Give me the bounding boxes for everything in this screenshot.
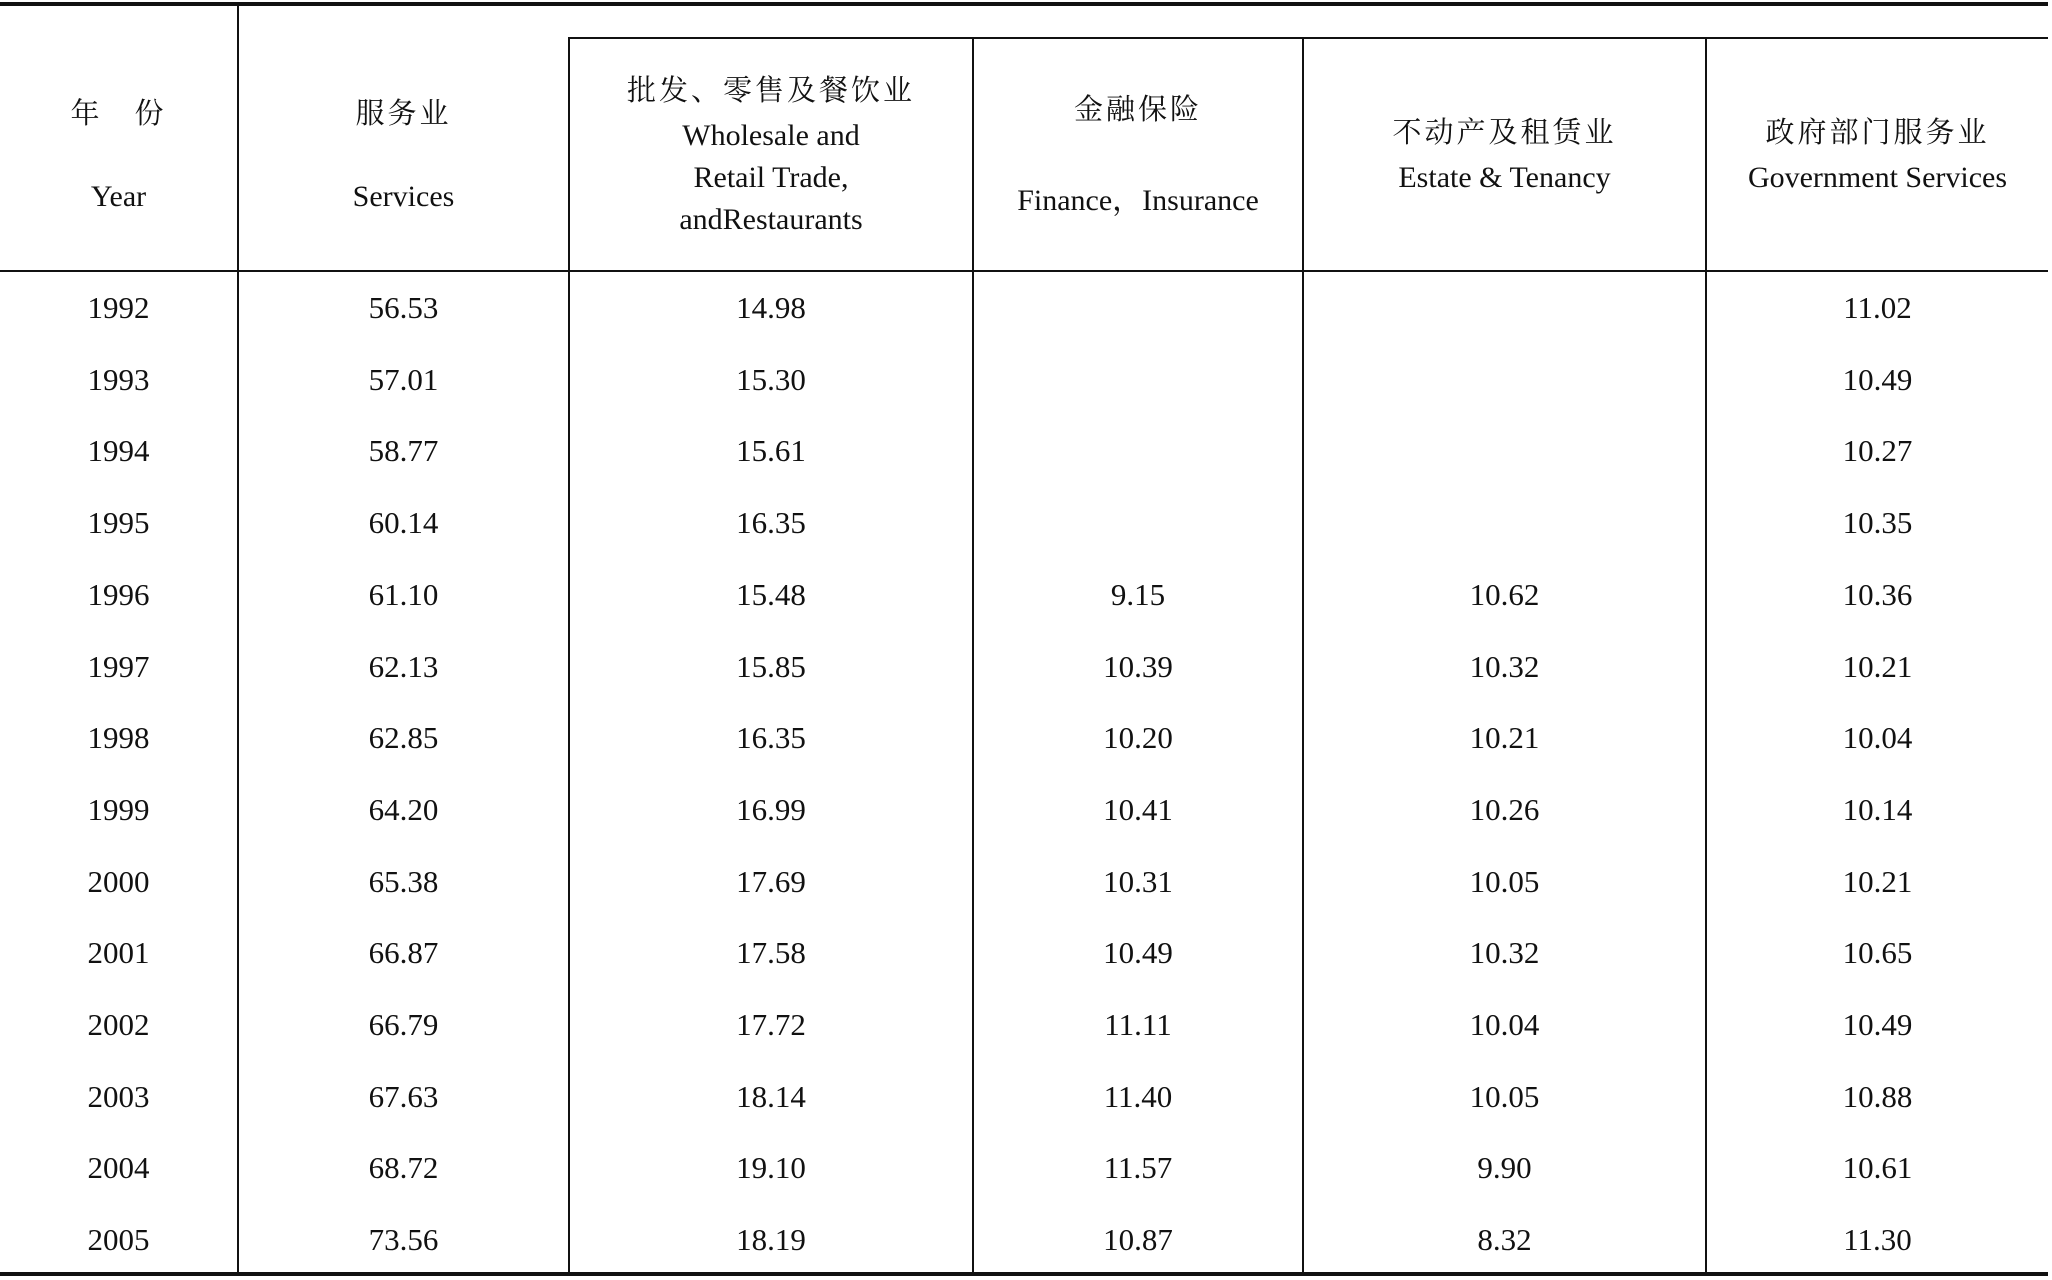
cell-government: 10.21 — [1842, 648, 1913, 684]
table-row — [0, 1132, 2048, 1204]
cell-wholesale: 15.85 — [736, 648, 806, 684]
cell-year: 1997 — [87, 648, 150, 684]
subheader-rule — [568, 37, 2048, 39]
cell-estate: 9.90 — [1477, 1150, 1532, 1186]
cell-wholesale: 17.58 — [736, 935, 806, 971]
cell-wholesale: 16.99 — [736, 791, 806, 827]
table-row — [0, 631, 2048, 703]
table-row — [0, 344, 2048, 416]
cell-year: 2005 — [87, 1222, 150, 1258]
cell-services: 67.63 — [368, 1078, 439, 1114]
header-services — [239, 40, 568, 270]
header-finance-zh: 金融保险 — [1073, 92, 1202, 126]
cell-services: 64.20 — [368, 791, 439, 827]
cell-wholesale: 15.48 — [736, 576, 806, 612]
cell-year: 1999 — [87, 791, 150, 827]
table-row — [0, 1061, 2048, 1133]
cell-services: 66.79 — [368, 1007, 439, 1042]
cell-services: 62.13 — [368, 648, 439, 684]
cell-wholesale: 18.14 — [736, 1078, 806, 1114]
header-wholesale — [570, 40, 972, 270]
cell-estate: 10.21 — [1469, 720, 1540, 756]
cell-government: 10.49 — [1842, 1007, 1913, 1042]
cell-services: 68.72 — [368, 1150, 439, 1186]
cell-finance: 11.40 — [1103, 1078, 1173, 1114]
cell-wholesale: 17.72 — [736, 1007, 806, 1042]
cell-services: 56.53 — [368, 290, 439, 325]
cell-services: 73.56 — [368, 1222, 439, 1258]
cell-government: 10.49 — [1842, 361, 1913, 397]
header-wholesale-zh: 批发、零售及餐饮业 — [626, 73, 915, 107]
header-wholesale-en-3: andRestaurants — [679, 203, 863, 236]
header-estate-en: Estate & Tenancy — [1398, 161, 1611, 194]
cell-wholesale: 15.61 — [736, 433, 806, 469]
cell-finance — [974, 344, 1302, 416]
cell-year: 2002 — [87, 1007, 150, 1042]
table-row — [0, 702, 2048, 774]
cell-government: 11.30 — [1843, 1222, 1912, 1258]
cell-finance — [974, 272, 1302, 344]
cell-finance: 10.20 — [1103, 720, 1173, 756]
cell-services: 60.14 — [368, 505, 439, 541]
table-row — [0, 559, 2048, 631]
header-government-en: Government Services — [1747, 161, 2008, 194]
cell-finance: 10.87 — [1103, 1222, 1173, 1258]
cell-estate: 10.32 — [1469, 648, 1540, 684]
cell-year: 2004 — [87, 1150, 150, 1186]
cell-government: 10.35 — [1842, 505, 1913, 541]
cell-finance: 11.11 — [1104, 1007, 1172, 1042]
cell-services: 65.38 — [368, 863, 439, 899]
header-year-zh: 年 份 — [70, 96, 167, 130]
cell-estate — [1304, 487, 1705, 559]
cell-wholesale: 16.35 — [736, 505, 806, 541]
cell-government: 10.65 — [1842, 935, 1913, 971]
table-row — [0, 487, 2048, 559]
cell-services: 57.01 — [368, 361, 439, 397]
cell-estate: 10.26 — [1469, 791, 1540, 827]
cell-government: 10.27 — [1842, 433, 1913, 469]
table-row — [0, 415, 2048, 487]
header-wholesale-en-1: Wholesale and — [682, 119, 860, 152]
cell-estate — [1304, 344, 1705, 416]
cell-wholesale: 14.98 — [736, 290, 806, 325]
cell-finance — [974, 415, 1302, 487]
cell-government: 10.14 — [1842, 791, 1913, 827]
header-services-zh: 服务业 — [355, 96, 452, 130]
table-row — [0, 846, 2048, 918]
cell-year: 1993 — [87, 361, 150, 397]
cell-year: 1995 — [87, 505, 150, 541]
cell-wholesale: 15.30 — [736, 361, 806, 397]
cell-wholesale: 18.19 — [736, 1222, 806, 1258]
cell-year: 1992 — [87, 290, 150, 325]
cell-year: 2003 — [87, 1078, 150, 1114]
cell-government: 10.36 — [1842, 576, 1913, 612]
cell-estate: 10.05 — [1469, 1078, 1540, 1114]
header-government — [1707, 40, 2048, 270]
table-row — [0, 1204, 2048, 1276]
cell-estate: 8.32 — [1477, 1222, 1532, 1258]
cell-finance: 10.31 — [1103, 863, 1173, 899]
cell-estate — [1304, 272, 1705, 344]
header-estate — [1304, 40, 1705, 270]
cell-wholesale: 16.35 — [736, 720, 806, 756]
cell-government: 10.88 — [1842, 1078, 1913, 1114]
cell-services: 58.77 — [368, 433, 439, 469]
table-row — [0, 272, 2048, 344]
cell-finance: 10.41 — [1103, 791, 1173, 827]
header-finance — [974, 40, 1302, 270]
cell-wholesale: 19.10 — [736, 1150, 806, 1186]
table-row — [0, 989, 2048, 1061]
cell-finance: 10.49 — [1103, 935, 1173, 971]
cell-estate: 10.32 — [1469, 935, 1540, 971]
cell-year: 1996 — [87, 576, 150, 612]
cell-government: 10.61 — [1842, 1150, 1913, 1186]
cell-finance: 11.57 — [1103, 1150, 1173, 1186]
cell-estate — [1304, 415, 1705, 487]
cell-government: 11.02 — [1843, 290, 1912, 325]
cell-wholesale: 17.69 — [736, 863, 806, 899]
header-services-en: Services — [352, 180, 455, 213]
top-rule — [0, 2, 2048, 6]
header-estate-zh: 不动产及租赁业 — [1392, 115, 1617, 149]
header-government-zh: 政府部门服务业 — [1765, 115, 1990, 149]
cell-year: 2000 — [87, 863, 150, 899]
cell-finance — [974, 487, 1302, 559]
table-row — [0, 917, 2048, 989]
cell-year: 1998 — [87, 720, 150, 756]
cell-year: 2001 — [87, 935, 150, 971]
header-year — [0, 40, 237, 270]
cell-estate: 10.05 — [1469, 863, 1540, 899]
cell-estate: 10.62 — [1469, 576, 1540, 612]
header-year-en: Year — [90, 180, 147, 213]
cell-government: 10.04 — [1842, 720, 1913, 756]
cell-estate: 10.04 — [1469, 1007, 1540, 1042]
header-wholesale-en-2: Retail Trade, — [693, 161, 849, 194]
cell-government: 10.21 — [1842, 863, 1913, 899]
cell-services: 66.87 — [368, 935, 439, 971]
cell-finance: 9.15 — [1110, 576, 1166, 612]
table-row — [0, 774, 2048, 846]
header-finance-en: Finance，Insurance — [1017, 184, 1259, 217]
cell-services: 61.10 — [368, 576, 439, 612]
cell-year: 1994 — [87, 433, 150, 469]
cell-services: 62.85 — [368, 720, 439, 756]
cell-finance: 10.39 — [1103, 648, 1173, 684]
